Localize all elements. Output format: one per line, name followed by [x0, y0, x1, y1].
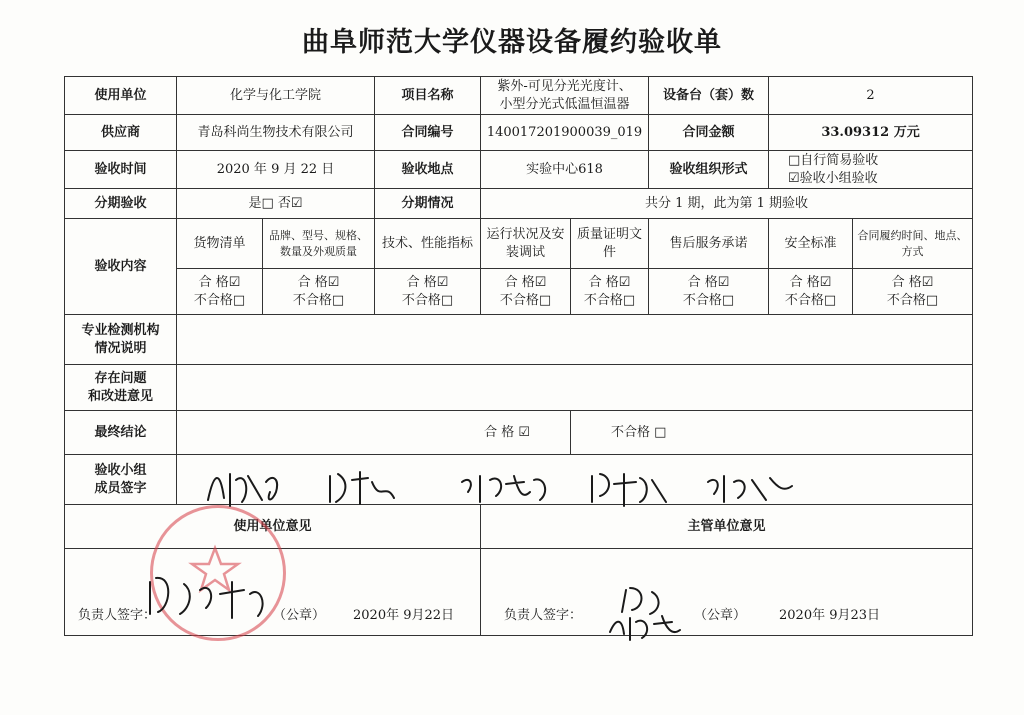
left-seal-label: （公章） [273, 608, 326, 623]
final-fail[interactable]: 不合格 □ [571, 411, 973, 455]
acceptance-form-table [64, 76, 973, 636]
label-accept-time: 验收时间 [65, 151, 177, 189]
label-admin-opinion: 主管单位意见 [481, 505, 973, 549]
value-issues[interactable] [177, 365, 973, 411]
value-inspection-org[interactable] [177, 315, 973, 365]
value-phased[interactable]: 是□ 否☑ [177, 189, 375, 219]
row-supplier [65, 115, 973, 151]
label-user-unit: 使用单位 [65, 77, 177, 115]
row-team-sign [65, 455, 973, 505]
row-accept-time [65, 151, 973, 189]
content-item-name: 货物清单 [177, 219, 263, 269]
row-final [65, 411, 973, 455]
row-content-results [65, 269, 973, 315]
content-item-result[interactable]: 合 格☑ 不合格□ [263, 269, 375, 315]
row-opinion-signs [65, 549, 973, 636]
content-item-result[interactable]: 合 格☑ 不合格□ [853, 269, 973, 315]
right-seal-label: （公章） [694, 608, 747, 623]
value-project-name [481, 77, 649, 115]
label-phased: 分期验收 [65, 189, 177, 219]
label-content: 验收内容 [65, 219, 177, 315]
label-project-name: 项目名称 [375, 77, 481, 115]
content-item-result[interactable]: 合 格☑ 不合格□ [769, 269, 853, 315]
label-accept-place: 验收地点 [375, 151, 481, 189]
content-item-result[interactable]: 合 格☑ 不合格□ [649, 269, 769, 315]
content-item-name: 安全标准 [769, 219, 853, 269]
content-item-result[interactable]: 合 格☑ 不合格□ [177, 269, 263, 315]
value-user-unit: 化学与化工学院 [177, 77, 375, 115]
row-issues [65, 365, 973, 411]
admin-opinion-area[interactable] [481, 549, 973, 636]
content-item-name: 运行状况及安装调试 [481, 219, 571, 269]
value-phase-status: 共分 1 期，此为第 1 期验收 [481, 189, 973, 219]
final-pass[interactable]: 合 格 ☑ [177, 411, 571, 455]
left-sign-label: 负责人签字： [78, 608, 157, 623]
right-sign-label: 负责人签字： [504, 608, 583, 623]
label-user-opinion: 使用单位意见 [65, 505, 481, 549]
label-accept-form: 验收组织形式 [649, 151, 769, 189]
label-contract-amount: 合同金额 [649, 115, 769, 151]
label-phase-status: 分期情况 [375, 189, 481, 219]
content-item-name: 合同履约时间、地点、方式 [853, 219, 973, 269]
value-accept-time: 2020 年 9 月 22 日 [177, 151, 375, 189]
row-inspection-org [65, 315, 973, 365]
accept-form-option-self[interactable]: □自行简易验收 [788, 152, 879, 168]
content-item-name: 售后服务承诺 [649, 219, 769, 269]
value-accept-form [769, 151, 973, 189]
label-team-sign: 验收小组 成员签字 [65, 455, 177, 505]
row-user-unit [65, 77, 973, 115]
value-supplier: 青岛科尚生物技术有限公司 [177, 115, 375, 151]
page-title: 曲阜师范大学仪器设备履约验收单 [302, 27, 722, 58]
row-content-names [65, 219, 973, 269]
label-equipment-count: 设备台（套）数 [649, 77, 769, 115]
content-item-result[interactable]: 合 格☑ 不合格□ [481, 269, 571, 315]
content-item-result[interactable]: 合 格☑ 不合格□ [571, 269, 649, 315]
label-inspection-org: 专业检测机构 情况说明 [65, 315, 177, 365]
value-contract-no: 140017201900039_019 [481, 115, 649, 151]
user-opinion-area[interactable] [65, 549, 481, 636]
value-equipment-count: 2 [769, 77, 973, 115]
value-accept-place: 实验中心618 [481, 151, 649, 189]
project-name-line-1: 紫外-可见分光光度计、 [497, 78, 632, 94]
project-name-line-2: 小型分光式低温恒温器 [499, 96, 630, 112]
value-contract-amount: 33.09312 万元 [769, 115, 973, 151]
accept-form-option-team[interactable]: ☑验收小组验收 [788, 170, 878, 186]
label-contract-no: 合同编号 [375, 115, 481, 151]
content-item-name: 品牌、型号、规格、数量及外观质量 [263, 219, 375, 269]
left-date: 2020年 9月22日 [353, 608, 455, 623]
content-item-result[interactable]: 合 格☑ 不合格□ [375, 269, 481, 315]
content-item-name: 技术、性能指标 [375, 219, 481, 269]
right-date: 2020年 9月23日 [779, 608, 881, 623]
label-issues: 存在问题 和改进意见 [65, 365, 177, 411]
team-signature-area[interactable] [177, 455, 973, 505]
row-opinion-heads [65, 505, 973, 549]
label-final: 最终结论 [65, 411, 177, 455]
row-phased [65, 189, 973, 219]
label-supplier: 供应商 [65, 115, 177, 151]
content-item-name: 质量证明文件 [571, 219, 649, 269]
